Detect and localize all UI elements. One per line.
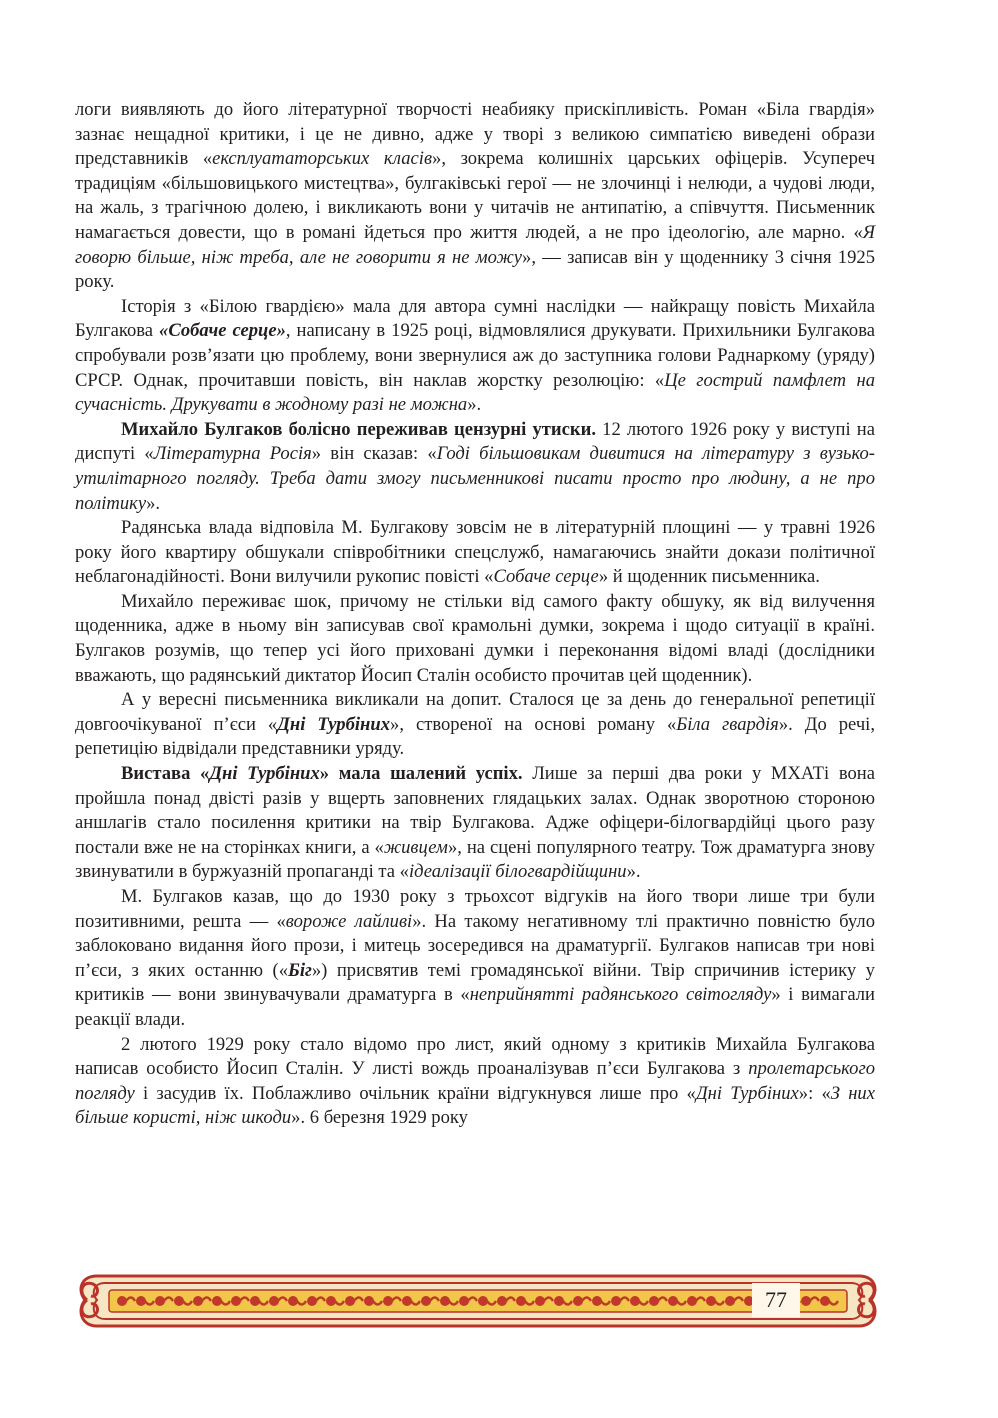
emphasized-text: Дні Турбіних: [277, 713, 391, 735]
page-number: 77: [752, 1283, 800, 1317]
text-run: », створеної на основі роману «: [390, 713, 677, 735]
paragraph: [75, 590, 875, 688]
emphasized-text: експлуататорських класів: [212, 148, 433, 170]
text-run: ». 6 березня 1929 року: [291, 1107, 468, 1129]
emphasized-text: Собаче серце: [493, 566, 599, 588]
text-run: 12 лютого 1926 року у виступі на диспуті «: [75, 418, 875, 465]
emphasized-text: Годі більшовикам дивитися на літературу з вузько-утилітарного погляду. Треба дати змогу письменникові писати просто про людину, а не про політику: [75, 443, 875, 514]
text-run: », — записав він у щоденнику 3 січня 1925 року.: [75, 246, 875, 293]
paragraph: [75, 762, 875, 885]
emphasized-text: вороже лайливі: [285, 910, 413, 932]
emphasized-text: З них більше користі, ніж шкоди: [75, 1082, 875, 1129]
text-run: А у вересні письменника викликали на допит. Сталося це за день до генеральної репетиції довгоочікуваної п’єси «: [75, 689, 875, 735]
text-run: Радянська влада відповіла М. Булгакову зовсім не в літературній площині — у травні 1926 року його квартиру обшукали співробітники спецслужб, намагаючись знайти докази політичної неблагонадійності. Вони вилучили рукопис повісті «: [75, 517, 875, 588]
emphasized-text: неприйнятті радянського світогляду: [469, 984, 772, 1006]
emphasized-text: живцем: [383, 836, 448, 858]
text-run: ».: [146, 492, 161, 514]
emphasized-text: Це гострий памфлет на сучасність. Друкувати в жодному разі не можна: [75, 369, 875, 416]
text-run: М. Булгаков казав, що до 1930 року з трьохсот відгуків на його твори лише три були позитивними, решта — «: [75, 886, 875, 932]
paragraph: [75, 98, 875, 295]
emphasized-text: Дні Турбіних: [209, 763, 320, 785]
text-run: ».: [467, 394, 482, 416]
text-run: , написану в 1925 році, відмовлялися друкувати. Прихильники Булгакова спробували розв’язати цю проблему, вони звернулися аж до заступника голови Раднаркому (уряду) СРСР. Однак, прочитавши повість, він наклав жорстку резолюцію: «: [75, 320, 875, 391]
text-run: », зокрема колишніх царських офіцерів. Усупереч традиціям «більшовицького мистецтва», булгаківські герої — не злочинці і нелюди, а чудові люди, на жаль, з трагічною долею, і викликають вони у читачів не антипатію, а співчуття. Письменник намагається довести, що в романі йдеться про життя людей, а не про ідеологію, але марно. «: [75, 148, 876, 243]
text-run: і засудив їх. Поблажливо очільник країни відгукнувся лише про «: [134, 1082, 696, 1104]
emphasized-text: Михайло Булгаков болісно переживав цензурні утиски.: [121, 418, 596, 440]
paragraph: [75, 1033, 875, 1131]
text-run: логи виявляють до його літературної творчості неабияку прискіпливість. Роман «Біла гвардія» зазнає нещадної критики, і це не дивно, адже у творі з великою симпатією виведені образи представників «: [75, 99, 875, 170]
text-run: Лише за перші два роки у МХАТі вона пройшла понад двісті разів у вщерть заповнених глядацьких залах. Однак зворотною стороною аншлагів стало посилення критики на твір Булгакова. Адже офіцери-білогвардійці цього разу постали вже не на сторінках книги, а «: [75, 763, 875, 858]
paragraph: [75, 295, 875, 418]
text-run: ». На такому негативному тлі практично повністю було заблоковано видання його прози, і митець зосередився на драматургії. Булгаков написав три нові п’єси, з яких останню («: [75, 910, 875, 981]
emphasized-text: ідеалізації білогвардійщини: [408, 861, 627, 883]
paragraph: [75, 516, 875, 590]
text-run: » й щоденник письменника.: [598, 566, 820, 588]
emphasized-text: Біг: [288, 959, 312, 981]
emphasized-text: Я говорю більше, ніж треба, але не говорити я не можу: [75, 221, 875, 268]
text-run: ».: [626, 861, 641, 883]
emphasized-text: Біла гвардія: [676, 713, 779, 735]
text-run: 2 лютого 1929 року стало відомо про лист, який одному з критиків Михайла Булгакова написав особисто Йосип Сталін. У листі вождь проаналізував п’єси Булгакова з: [75, 1033, 875, 1080]
text-run: ») присвятив темі громадянської війни. Твір спричинив істерику у критиків — вони звинувачували драматурга в «: [75, 959, 875, 1006]
emphasized-text: «Собаче серце»: [159, 320, 286, 342]
paragraph: [75, 688, 875, 762]
paragraph: [75, 418, 875, 516]
paragraph: [75, 885, 875, 1033]
text-run: », на сцені популярного театру. Тож драматурга знову звинуватили в буржуазній пропаганді та «: [75, 836, 875, 883]
emphasized-text: пролетарського погляду: [75, 1058, 875, 1104]
page-body: [75, 98, 875, 1131]
text-run: » він сказав: «: [311, 443, 437, 465]
text-run: Михайло переживає шок, причому не стільки від самого факту обшуку, як від вилучення щоденника, адже в ньому він записував свої крамольні думки, зокрема і щодо ситуації в країні. Булгаков розумів, що тепер усі його приховані думки і переконання відомі владі (дослідники вважають, що радянський диктатор Йосип Сталін особисто прочитав цей щоденник).: [75, 590, 875, 686]
text-run: » і вимагали реакції влади.: [75, 984, 875, 1030]
emphasized-text: Вистава «: [121, 763, 210, 785]
emphasized-text: » мала шалений успіх.: [319, 763, 523, 785]
emphasized-text: Дні Турбіних: [695, 1082, 799, 1104]
emphasized-text: Літературна Росія: [153, 443, 312, 465]
text-run: »: «: [798, 1082, 831, 1104]
text-run: ». До речі, репетицію відвідали представники уряду.: [75, 713, 875, 760]
text-run: Історія з «Білою гвардією» мала для автора сумні наслідки — найкращу повість Михайла Булгакова: [75, 295, 875, 342]
